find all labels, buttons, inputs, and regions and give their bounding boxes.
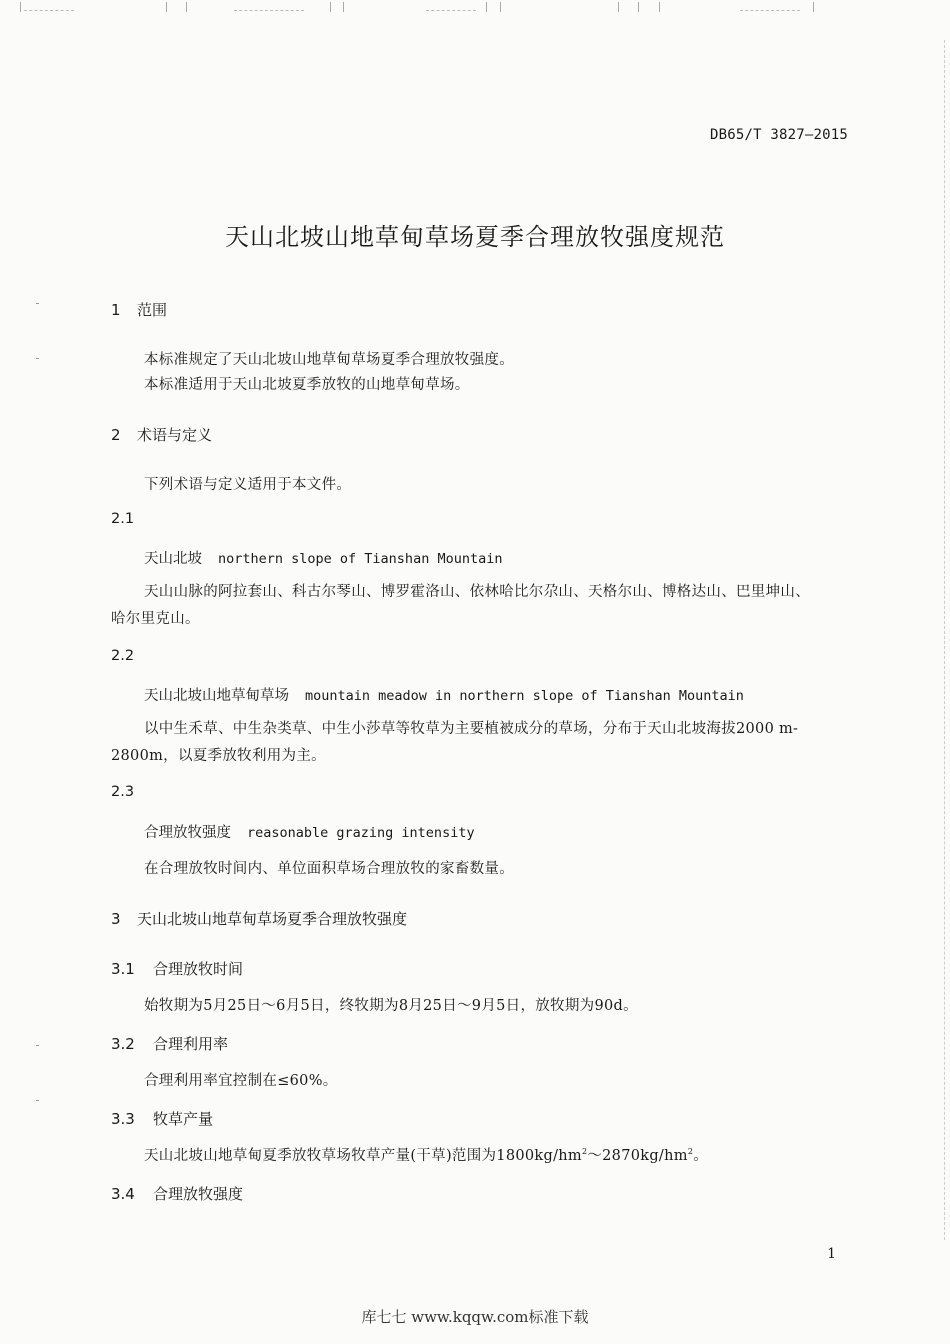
term-definition: 天山山脉的阿拉套山、科古尔琴山、博罗霍洛山、依林哈比尔尕山、天格尔山、博格达山、巴里坤山、哈尔里克山。 (111, 584, 810, 627)
term-heading (144, 547, 502, 568)
paragraph (144, 1144, 708, 1165)
footer-watermark-text: 库七七 www.kqqw.com标准下载 (361, 1308, 589, 1326)
term-definition: 在合理放牧时间内、单位面积草场合理放牧的家畜数量。 (144, 861, 514, 877)
section-2-heading (111, 424, 212, 445)
superscript: 2 (581, 1147, 588, 1157)
section-3-heading (111, 908, 407, 929)
subsection-title: 合理放牧强度 (153, 1185, 244, 1203)
paragraph: 下列术语与定义适用于本文件。 (144, 477, 352, 493)
section-number: 1 (111, 301, 121, 319)
page-number: 1 (827, 1246, 836, 1262)
term-number: 2.1 (111, 511, 135, 527)
term-heading (144, 821, 475, 842)
text-part: ～2870kg/hm (587, 1148, 688, 1164)
scan-speck (36, 1045, 39, 1046)
paragraph: 本标准规定了天山北坡山地草甸草场夏季合理放牧强度。 (144, 352, 514, 368)
subsection-3-3-heading (111, 1108, 213, 1129)
subsection-title: 牧草产量 (153, 1110, 214, 1128)
scan-artifact-top (0, 0, 950, 14)
section-number: 3 (111, 910, 121, 928)
section-1-heading (111, 299, 167, 320)
subsection-title: 合理利用率 (153, 1035, 229, 1053)
subsection-number: 3.4 (111, 1185, 135, 1203)
term-number: 2.2 (111, 648, 135, 664)
section-number: 2 (111, 426, 121, 444)
term-english: reasonable grazing intensity (247, 825, 475, 841)
scan-speck (36, 358, 39, 359)
paragraph: 本标准适用于天山北坡夏季放牧的山地草甸草场。 (144, 377, 470, 393)
term-english: mountain meadow in northern slope of Tianshan Mountain (305, 688, 744, 704)
subsection-3-1-heading (111, 958, 243, 979)
scan-speck (36, 1100, 39, 1101)
term-chinese: 天山北坡 (144, 551, 202, 567)
subsection-number: 3.2 (111, 1035, 135, 1053)
term-definition: 以中生禾草、中生杂类草、中生小莎草等牧草为主要植被成分的草场，分布于天山北坡海拔2000 m-2800m，以夏季放牧利用为主。 (111, 721, 799, 764)
subsection-number: 3.3 (111, 1110, 135, 1128)
section-title: 天山北坡山地草甸草场夏季合理放牧强度 (137, 910, 408, 928)
subsection-number: 3.1 (111, 960, 135, 978)
term-heading (144, 684, 744, 705)
text-part: 天山北坡山地草甸夏季放牧草场牧草产量(干草)范围为1800kg/hm (144, 1148, 582, 1164)
term-number: 2.3 (111, 784, 135, 800)
subsection-title: 合理放牧时间 (153, 960, 244, 978)
section-title: 术语与定义 (137, 426, 213, 444)
paragraph: 合理利用率宜控制在≤60%。 (144, 1073, 338, 1089)
document-code: DB65/T 3827—2015 (709, 127, 848, 143)
term-chinese: 合理放牧强度 (144, 825, 231, 841)
term-english: northern slope of Tianshan Mountain (218, 551, 503, 567)
subsection-3-2-heading (111, 1033, 228, 1054)
section-title: 范围 (137, 301, 168, 319)
scan-speck (36, 303, 39, 304)
term-chinese: 天山北坡山地草甸草场 (144, 688, 289, 704)
text-part: 。 (693, 1148, 709, 1164)
superscript: 2 (687, 1147, 694, 1157)
document-title: 天山北坡山地草甸草场夏季合理放牧强度规范 (225, 223, 725, 251)
paragraph: 始牧期为5月25日～6月5日，终牧期为8月25日～9月5日，放牧期为90d。 (144, 998, 638, 1014)
subsection-3-4-heading (111, 1183, 243, 1204)
